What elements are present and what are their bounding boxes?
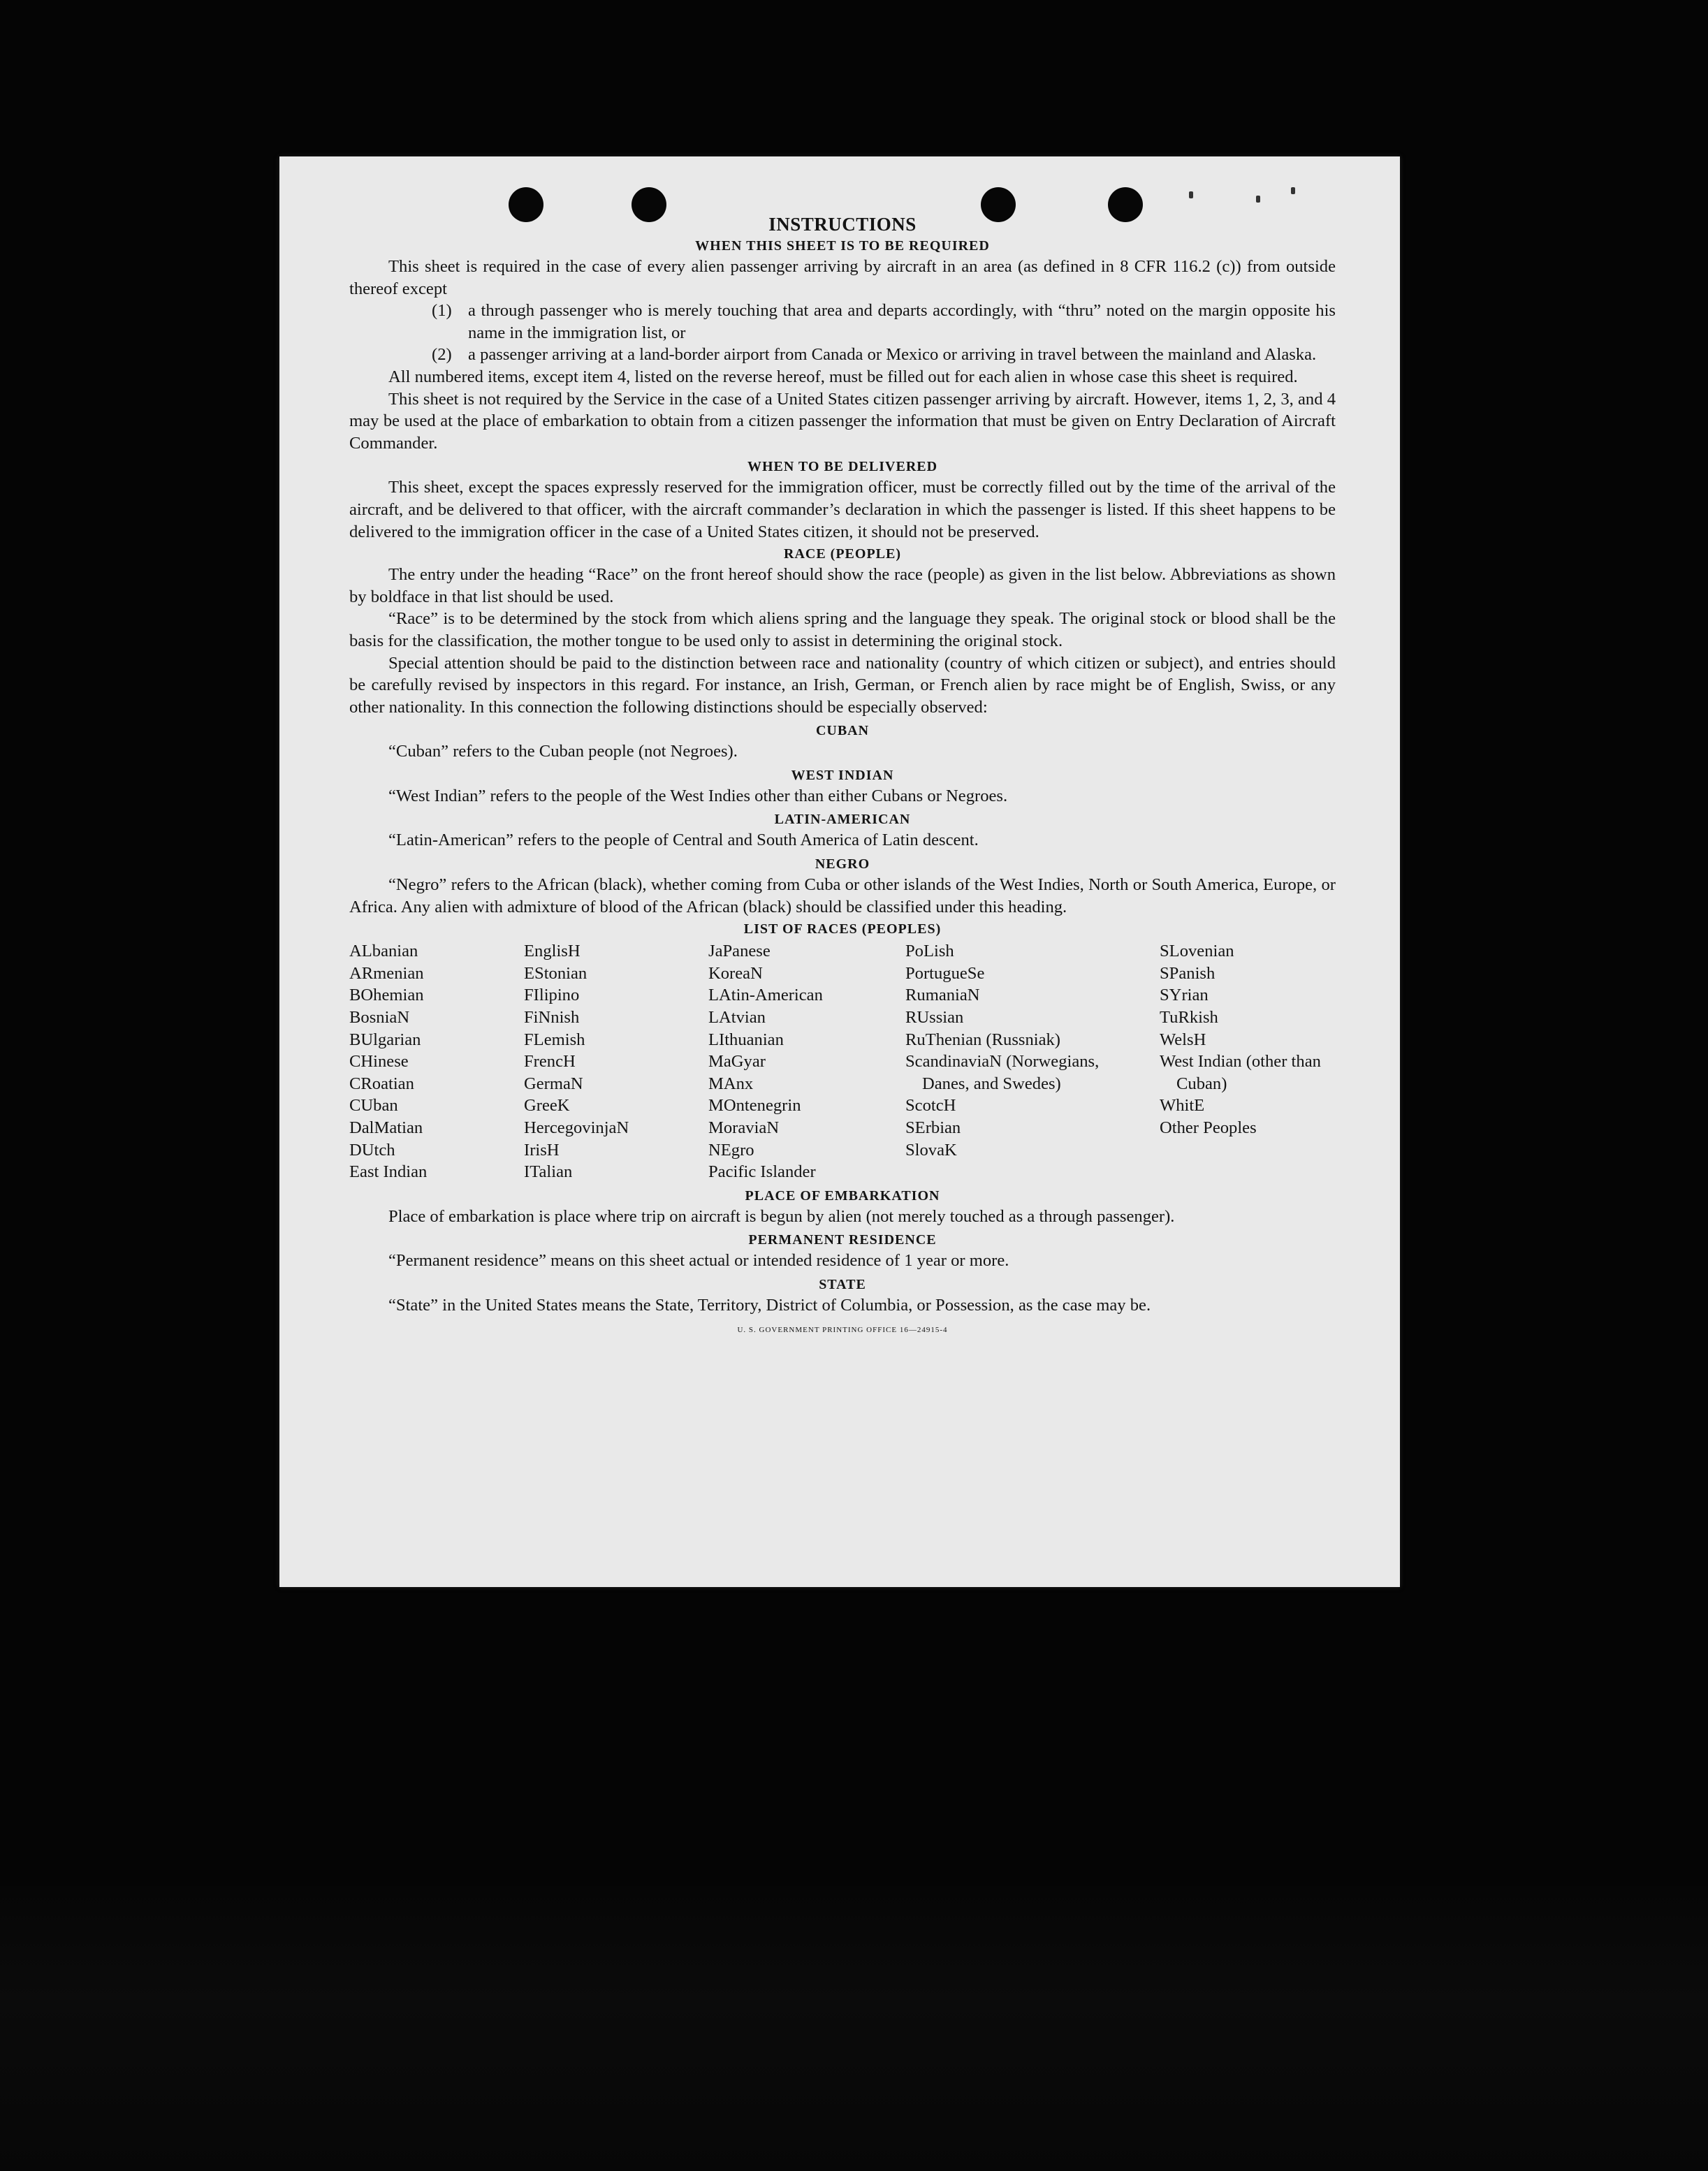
- race-entry: Other Peoples: [1160, 1118, 1257, 1137]
- race-entry: LIthuanian: [708, 1030, 784, 1049]
- race-entry: Pacific Islander: [708, 1162, 816, 1182]
- list-item: [432, 300, 1336, 344]
- paragraph: Place of embarkation is place where trip on aircraft is begun by alien (not merely touched as a through passenger).: [388, 1206, 1175, 1226]
- race-entry: GreeK: [524, 1096, 570, 1116]
- race-entry: MoraviaN: [708, 1118, 780, 1137]
- paragraph: “Race” is to be determined by the stock from which aliens spring and the language they speak. The original stock or blood shall be the basis for the classification, the mother tongue to be used only to assist in determining the original stock.: [349, 609, 1336, 650]
- race-entry: FrencH: [524, 1052, 576, 1072]
- paragraph: Special attention should be paid to the distinction between race and nationality (country of which citizen or subject), and entries should be carefully revised by inspectors in this regard. For instance, an Irish, German, or French alien by race might be of English, Swiss, or any other nationality. In this connection the following distinctions should be especially observed:: [349, 653, 1336, 717]
- race-entry: SlovaK: [905, 1140, 957, 1160]
- speck-mark: [1189, 191, 1193, 198]
- document-sheet: [279, 156, 1400, 1587]
- race-entry: RumaniaN: [905, 986, 980, 1005]
- section-heading: NEGRO: [815, 856, 870, 872]
- section-heading: RACE (PEOPLE): [784, 546, 901, 562]
- section-heading: PLACE OF EMBARKATION: [745, 1187, 940, 1204]
- race-entry: JaPanese: [708, 942, 771, 961]
- races-column: [905, 940, 1160, 1183]
- race-entry: ScandinaviaN (Norwegians, Danes, and Swedes): [905, 1052, 1100, 1093]
- list-item: [432, 344, 1336, 366]
- race-entry: PoLish: [905, 942, 954, 961]
- paragraph: This sheet is not required by the Service in the case of a United States citizen passenger arriving by aircraft. However, items 1, 2, 3, and 4 may be used at the place of embarkation to obtain from a citizen passenger the information that must be given on Entry Declaration of Aircraft Commander.: [349, 389, 1336, 453]
- race-entry: SPanish: [1160, 963, 1216, 983]
- race-entry: NEgro: [708, 1140, 754, 1160]
- paragraph: “West Indian” refers to the people of the West Indies other than either Cubans or Negroes.: [388, 786, 1008, 805]
- race-entry: ITalian: [524, 1162, 573, 1182]
- race-entry: RuThenian (Russniak): [905, 1030, 1060, 1049]
- paragraph: All numbered items, except item 4, listed on the reverse hereof, must be filled out for each alien in whose case this sheet is required.: [388, 367, 1298, 386]
- race-entry: RUssian: [905, 1008, 964, 1028]
- speck-mark: [1291, 187, 1295, 194]
- race-entry: ALbanian: [349, 942, 418, 961]
- races-column: [349, 940, 524, 1183]
- page-title: INSTRUCTIONS: [768, 214, 917, 235]
- race-entry: West Indian (other than Cuban): [1160, 1052, 1321, 1093]
- item-number: (2): [432, 345, 452, 365]
- paragraph: This sheet, except the spaces expressly reserved for the immigration officer, must be correctly filled out by the time of the arrival of the aircraft, and be delivered to that officer, with the aircraft commander’s declaration in which the passenger is listed. If this sheet happens to be delivered to the immigration officer in the case of a United States citizen, it should not be preserved.: [349, 478, 1336, 541]
- race-entry: FiNnish: [524, 1008, 580, 1028]
- paragraph: “Negro” refers to the African (black), whether coming from Cuba or other islands of the West Indies, North or South America, Europe, or Africa. Any alien with admixture of blood of the African (black) should be classified under this heading.: [349, 875, 1336, 916]
- film-background: [0, 1886, 1708, 2171]
- section-heading: CUBAN: [815, 723, 870, 739]
- race-entry: BUlgarian: [349, 1030, 421, 1049]
- race-entry: DalMatian: [349, 1118, 423, 1137]
- race-entry: EStonian: [524, 963, 587, 983]
- race-entry: PortugueSe: [905, 963, 985, 983]
- race-entry: LAtin-American: [708, 986, 823, 1005]
- item-number: (1): [432, 301, 452, 321]
- races-column: [708, 940, 905, 1183]
- race-entry: SLovenian: [1160, 942, 1234, 961]
- race-entry: EnglisH: [524, 942, 581, 961]
- races-column: [524, 940, 708, 1183]
- races-column: [1160, 940, 1336, 1183]
- race-entry: TuRkish: [1160, 1008, 1218, 1028]
- race-entry: GermaN: [524, 1074, 583, 1093]
- item-text: a passenger arriving at a land-border airport from Canada or Mexico or arriving in travel between the mainland and Alaska.: [468, 345, 1317, 365]
- paragraph: The entry under the heading “Race” on the front hereof should show the race (people) as given in the list below. Abbreviations as shown by boldface in that list should be used.: [349, 565, 1336, 606]
- instructions-content: [349, 212, 1336, 1336]
- race-entry: MAnx: [708, 1074, 754, 1093]
- race-entry: HercegovinjaN: [524, 1118, 629, 1137]
- section-heading: LIST OF RACES (PEOPLES): [743, 921, 942, 937]
- race-entry: ARmenian: [349, 963, 424, 983]
- race-entry: CRoatian: [349, 1074, 414, 1093]
- race-entry: CHinese: [349, 1052, 409, 1072]
- section-heading: PERMANENT RESIDENCE: [748, 1232, 937, 1248]
- section-heading: WHEN TO BE DELIVERED: [747, 459, 938, 475]
- races-list: [349, 940, 1336, 1183]
- paragraph: This sheet is required in the case of every alien passenger arriving by aircraft in an area (as defined in 8 CFR 116.2 (c)) from outside thereof except: [349, 257, 1336, 298]
- section-heading: STATE: [819, 1276, 866, 1292]
- race-entry: DUtch: [349, 1140, 395, 1160]
- paragraph: “State” in the United States means the State, Territory, District of Columbia, or Possession, as the case may be.: [388, 1295, 1151, 1315]
- race-entry: LAtvian: [708, 1008, 766, 1028]
- race-entry: WelsH: [1160, 1030, 1206, 1049]
- paragraph: “Cuban” refers to the Cuban people (not Negroes).: [388, 742, 738, 761]
- race-entry: MOntenegrin: [708, 1096, 801, 1116]
- race-entry: FIlipino: [524, 986, 580, 1005]
- race-entry: BosniaN: [349, 1008, 410, 1028]
- paragraph: “Latin-American” refers to the people of Central and South America of Latin descent.: [388, 831, 979, 850]
- race-entry: East Indian: [349, 1162, 428, 1182]
- speck-mark: [1256, 196, 1260, 203]
- race-entry: MaGyar: [708, 1052, 766, 1072]
- race-entry: WhitE: [1160, 1096, 1205, 1116]
- race-entry: FLemish: [524, 1030, 585, 1049]
- race-entry: IrisH: [524, 1140, 560, 1160]
- race-entry: ScotcH: [905, 1096, 956, 1116]
- race-entry: KoreaN: [708, 963, 763, 983]
- printing-office-footer: U. S. GOVERNMENT PRINTING OFFICE 16—24915-4: [737, 1325, 948, 1334]
- section-heading: WHEN THIS SHEET IS TO BE REQUIRED: [695, 238, 990, 254]
- section-heading: WEST INDIAN: [791, 767, 894, 783]
- paragraph: “Permanent residence” means on this sheet actual or intended residence of 1 year or more.: [388, 1251, 1009, 1271]
- race-entry: SErbian: [905, 1118, 961, 1137]
- race-entry: SYrian: [1160, 986, 1209, 1005]
- race-entry: CUban: [349, 1096, 398, 1116]
- race-entry: BOhemian: [349, 986, 424, 1005]
- item-text: a through passenger who is merely touching that area and departs accordingly, with “thru” noted on the margin opposite his name in the immigration list, or: [468, 301, 1336, 342]
- section-heading: LATIN-AMERICAN: [774, 812, 911, 828]
